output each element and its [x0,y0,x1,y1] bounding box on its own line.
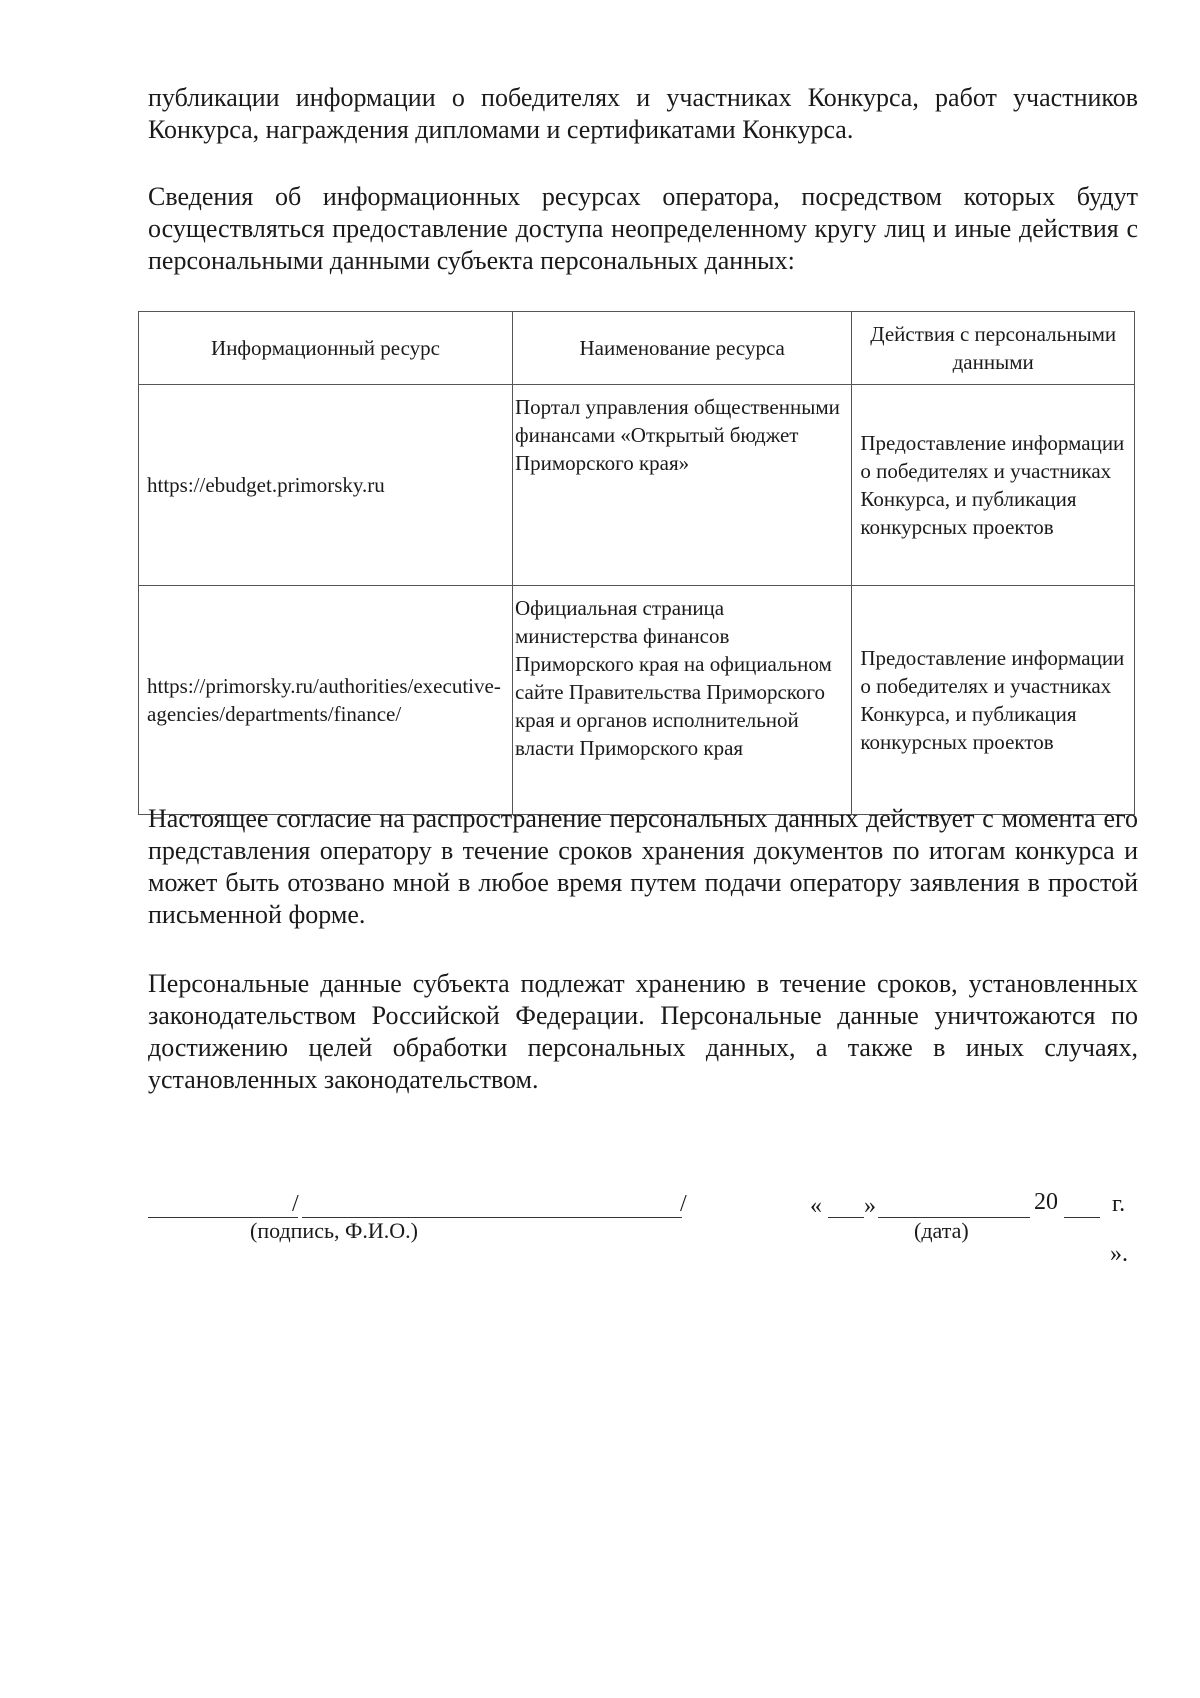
day-line [828,1217,864,1218]
closing-quote: ». [1110,1241,1128,1267]
resource-action: Предоставление информации о победителях и участниках Конкурса, и публикация конкурсных проектов [852,586,1135,815]
name-slash: / [680,1191,687,1217]
date-open-quote: « [810,1193,822,1219]
year-prefix: 20 [1034,1189,1058,1215]
resources-table [138,311,1135,815]
table-header-row [139,312,1135,385]
year-line [1064,1217,1100,1218]
resource-name: Портал управления общественными финансами «Открытый бюджет Приморского края» [512,385,851,586]
paragraph-continuation: публикации информации о победителях и участниках Конкурса, работ участников Конкурса, награждения дипломами и сертификатами Конкурса. [148,83,1138,144]
paragraph-storage: Персональные данные субъекта подлежат хранению в течение сроков, установленных законодательством Российской Федерации. Персональные данные уничтожаются по достижению целей обработки персональных данных, а также в иных случаях, установленных законодательством. [148,969,1138,1094]
table-row [139,385,1135,586]
paragraph-resources-intro: Сведения об информационных ресурсах оператора, посредством которых будут осуществляться предоставление доступа неопределенному кругу лиц и иные действия с персональными данными субъекта персональных данных: [148,182,1138,275]
signature-caption: (подпись, Ф.И.О.) [250,1218,418,1243]
resource-url: https://ebudget.primorsky.ru [139,385,513,586]
paragraph-validity: Настоящее согласие на распространение персональных данных действует с момента его представления оператору в течение сроков хранения документов по итогам конкурса и может быть отозвано мной в любое время путем подачи оператору заявления в простой письменной форме. [148,804,1138,929]
resource-url: https://primorsky.ru/authorities/executive-agencies/departments/finance/ [139,586,513,815]
date-close-quote: » [864,1193,876,1219]
header-resource: Информационный ресурс [139,312,513,385]
year-suffix: г. [1112,1191,1126,1217]
resource-name: Официальная страница министерства финансов Приморского края на официальном сайте Правительства Приморского края и органов исполнительной власти Приморского края [512,586,851,815]
resource-action: Предоставление информации о победителях и участниках Конкурса, и публикация конкурсных проектов [852,385,1135,586]
date-caption: (дата) [914,1218,969,1243]
table-row [139,586,1135,815]
header-resource-name: Наименование ресурса [512,312,851,385]
signature-slash: / [292,1191,299,1217]
header-actions: Действия с персональными данными [852,312,1135,385]
